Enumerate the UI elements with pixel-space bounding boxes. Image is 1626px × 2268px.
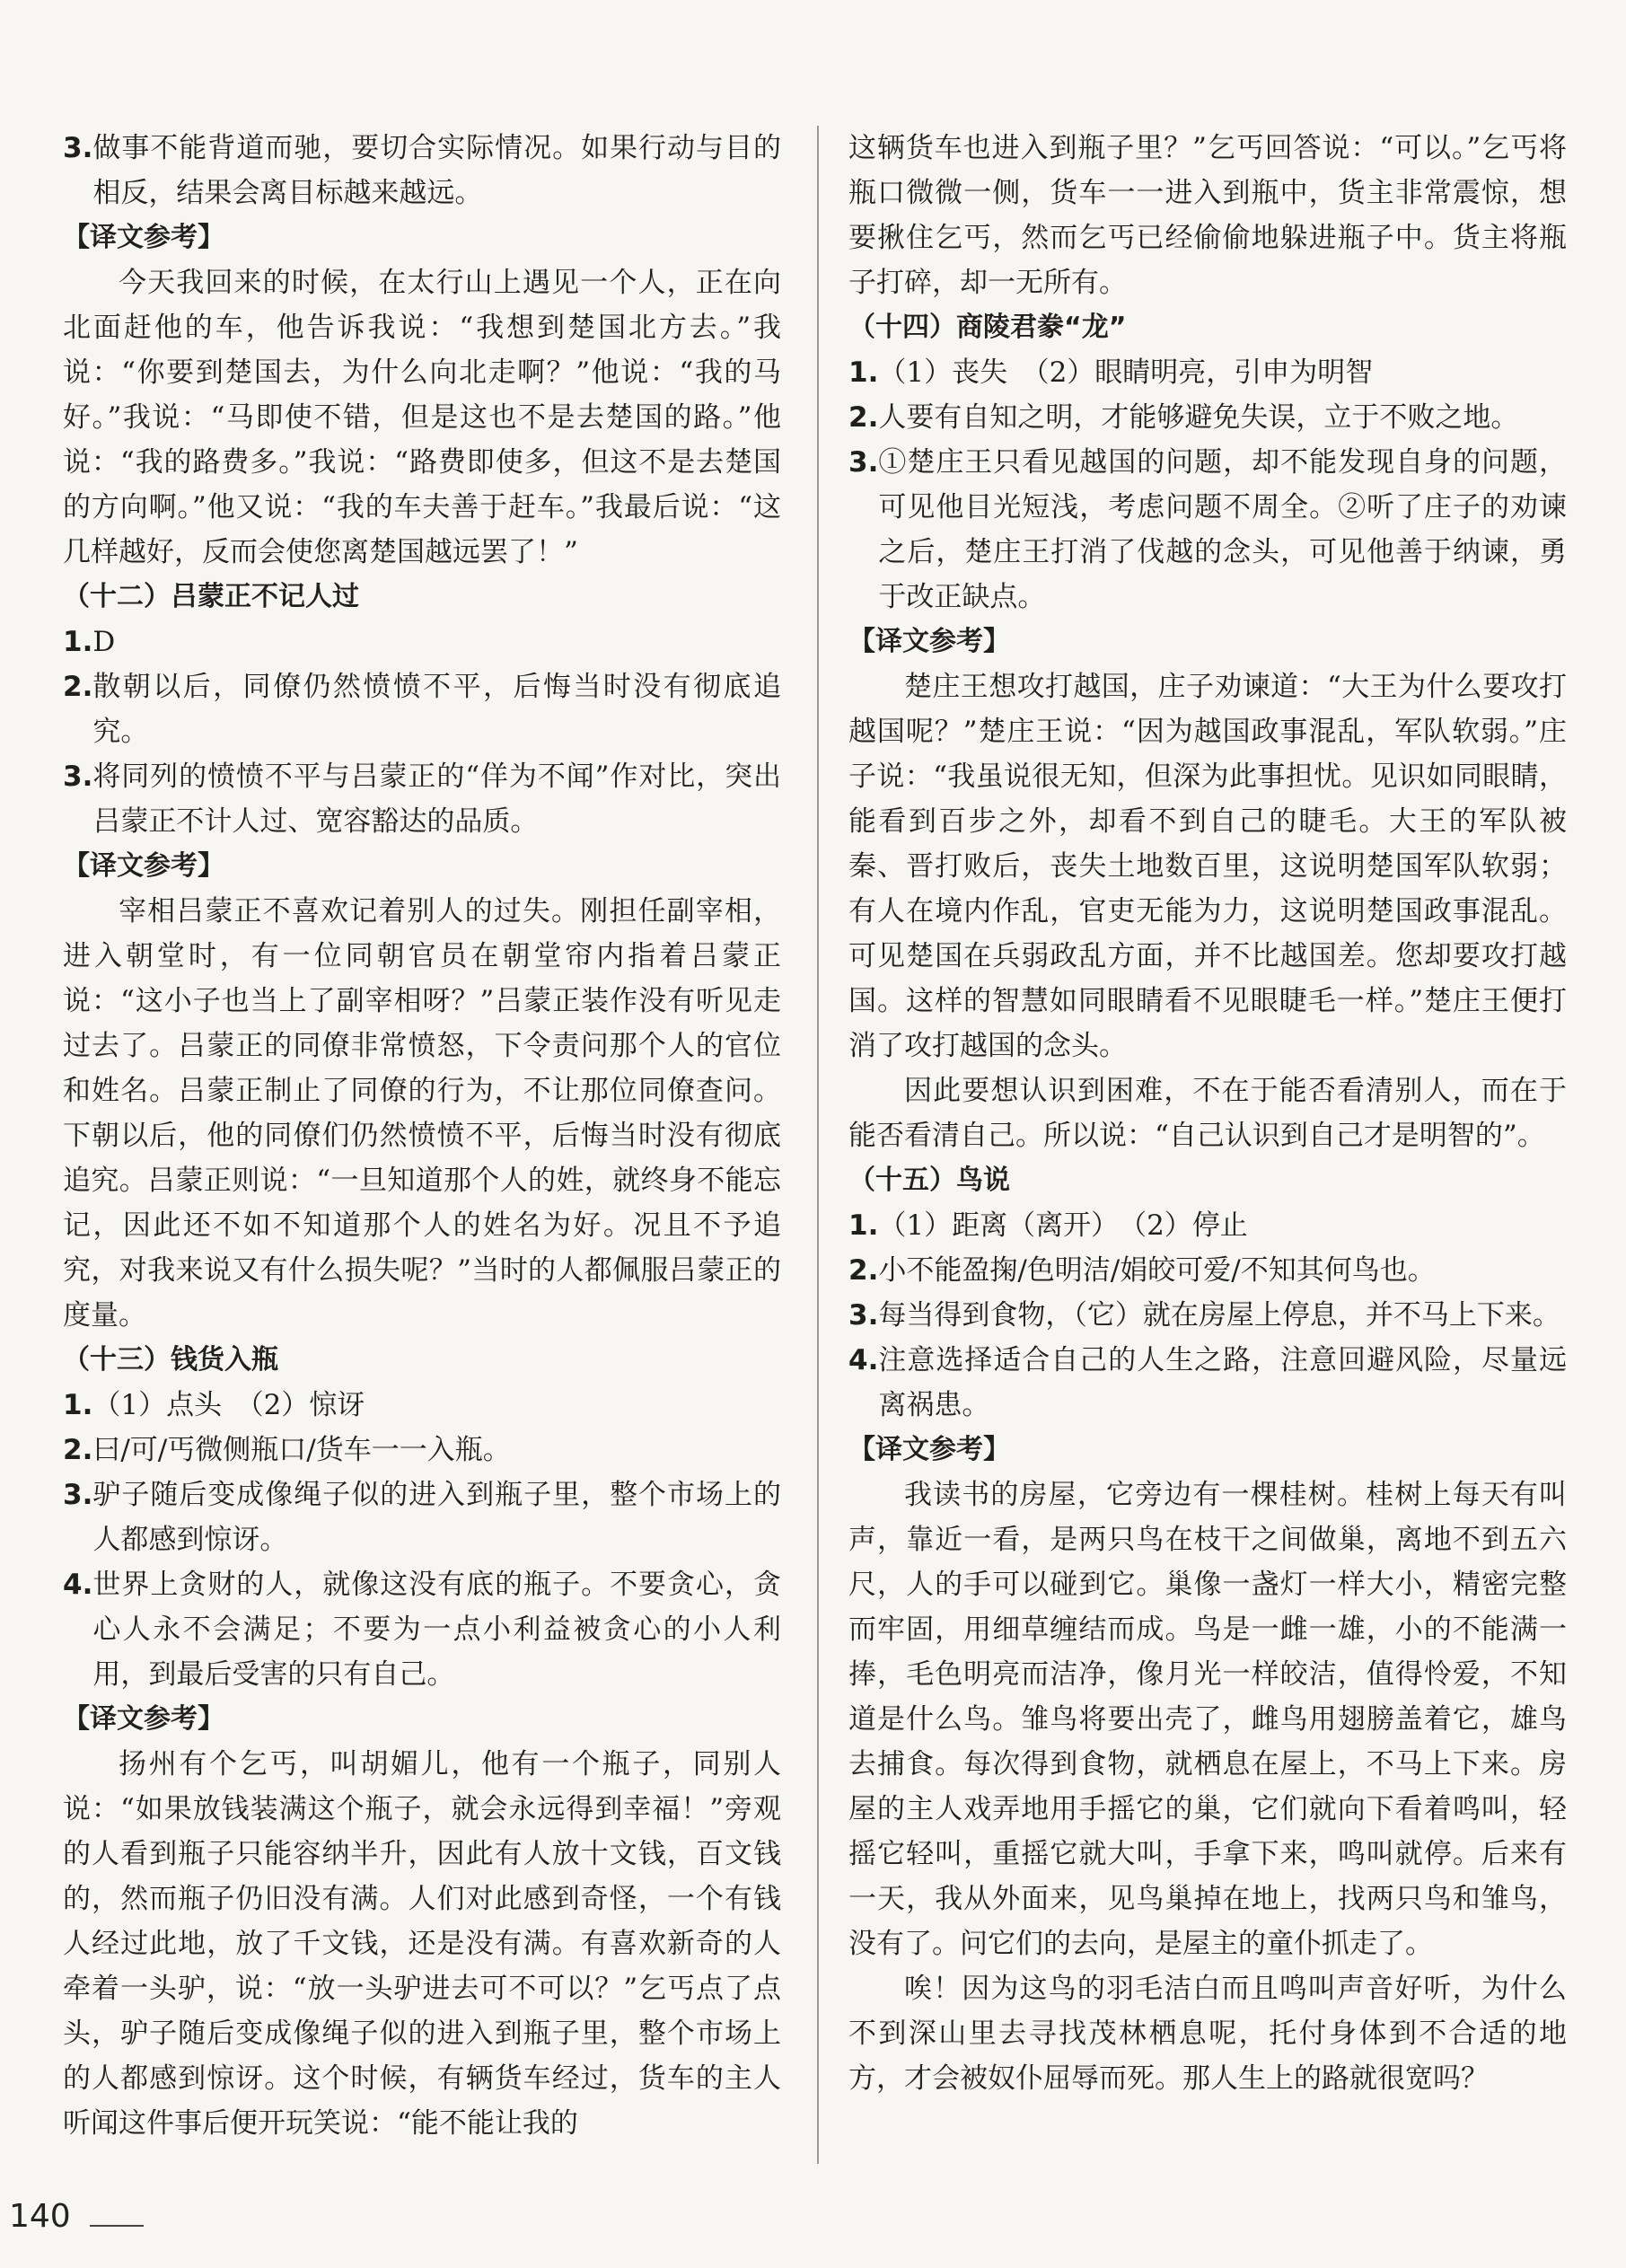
section-heading: 【译文参考】 xyxy=(63,222,224,253)
answer-item xyxy=(63,1428,781,1472)
answer-item xyxy=(848,440,1567,620)
answer-item xyxy=(848,1293,1567,1338)
translation-paragraph: 因此要想认识到困难，不在于能否看清别人，而在于能否看清自己。所以说：“自己认识到自己才是明智的”。 xyxy=(848,1075,1567,1152)
answer-item xyxy=(63,1472,781,1562)
answer-text: 每当得到食物，（它）就在房屋上停息，并不马上下来。 xyxy=(878,1299,1560,1332)
answer-item xyxy=(848,395,1567,440)
answer-text: D xyxy=(92,626,116,658)
answer-item xyxy=(63,1562,781,1697)
answer-text: 世界上贪财的人，就像这没有底的瓶子。不要贪心，贪心人永不会满足；不要为一点小利益被贪心的小人利用，到最后受害的只有自己。 xyxy=(92,1569,781,1691)
answer-text: ①楚庄王只看见越国的问题，却不能发现自身的问题，可见他目光短浅，考虑问题不周全。②听了庄子的劝谏之后，楚庄王打消了伐越的念头，可见他善于纳谏，勇于改正缺点。 xyxy=(878,446,1567,613)
translation-paragraph: 这辆货车也进入到瓶子里？”乞丐回答说：“可以。”乞丐将瓶口微微一侧，货车一一进入到瓶中，货主非常震惊，想要揪住乞丐，然而乞丐已经偷偷地躲进瓶子中。货主将瓶子打碎，却一无所有。 xyxy=(848,132,1567,299)
answer-number: 2. xyxy=(63,671,93,703)
answer-text: 小不能盈掬/色明洁/娟皎可爱/不知其何鸟也。 xyxy=(878,1254,1436,1287)
answer-text: （1）丧失 （2）眼睛明亮，引申为明智 xyxy=(878,356,1374,389)
section-heading: 【译文参考】 xyxy=(848,626,1010,657)
answer-item xyxy=(848,350,1567,395)
answer-number: 2. xyxy=(63,1434,93,1466)
answer-number: 1. xyxy=(848,356,879,389)
answer-number: 4. xyxy=(63,1569,93,1601)
answer-item xyxy=(848,1203,1567,1248)
answer-item xyxy=(848,1338,1567,1428)
section-heading: 【译文参考】 xyxy=(63,1703,224,1735)
section-heading: （十三）钱货入瓶 xyxy=(63,1344,278,1376)
answer-item xyxy=(63,620,781,664)
section-heading: （十四）商陵君豢“龙” xyxy=(848,312,1127,343)
translation-paragraph: 楚庄王想攻打越国，庄子劝谏道：“大王为什么要攻打越国呢？”楚庄王说：“因为越国政事混乱，军队软弱。”庄子说：“我虽说很无知，但深为此事担忧。见识如同眼睛，能看到百步之外，却看不到自己的睫毛。大王的军队被秦、晋打败后，丧失土地数百里，这说明楚国军队软弱；有人在境内作乱，官吏无能为力，这说明楚国政事混乱。可见楚国在兵弱政乱方面，并不比越国差。您却要攻打越国。这样的智慧如同眼睛看不见眼睫毛一样。”楚庄王便打消了攻打越国的念头。 xyxy=(848,671,1567,1062)
answer-text: （1）点头 （2）惊讶 xyxy=(92,1389,365,1421)
translation-paragraph: 唉！因为这鸟的羽毛洁白而且鸣叫声音好听，为什么不到深山里去寻找茂林栖息呢，托付身体到不合适的地方，才会被奴仆屈辱而死。那人生上的路就很宽吗？ xyxy=(848,1973,1567,2095)
answer-item xyxy=(63,754,781,844)
answer-number: 3. xyxy=(848,1299,879,1332)
answer-item xyxy=(63,664,781,754)
answer-text: 人要有自知之明，才能够避免失误，立于不败之地。 xyxy=(878,401,1519,434)
answer-text: （1）距离（离开） （2）停止 xyxy=(878,1209,1248,1242)
page-number: 140 xyxy=(9,2198,71,2235)
answer-number: 2. xyxy=(848,401,879,434)
answer-number: 4. xyxy=(848,1344,879,1376)
answer-number: 3. xyxy=(848,446,879,479)
page-number-rule xyxy=(90,2225,144,2227)
answer-number: 2. xyxy=(848,1254,879,1287)
answer-number: 1. xyxy=(63,1389,93,1421)
section-heading: （十五）鸟说 xyxy=(848,1165,1010,1196)
answer-text: 散朝以后，同僚仍然愤愤不平，后悔当时没有彻底追究。 xyxy=(92,671,781,748)
answer-number: 1. xyxy=(848,1209,879,1242)
answer-text: 注意选择适合自己的人生之路，注意回避风险，尽量远离祸患。 xyxy=(878,1344,1567,1421)
translation-paragraph: 今天我回来的时候，在太行山上遇见一个人，正在向北面赶他的车，他告诉我说：“我想到楚国北方去。”我说：“你要到楚国去，为什么向北走啊？”他说：“我的马好。”我说：“马即使不错，但是这也不是去楚国的路。”他说：“我的路费多。”我说：“路费即使多，但这不是去楚国的方向啊。”他又说：“我的车夫善于赶车。”我最后说：“这几样越好，反而会使您离楚国越远罢了！” xyxy=(63,267,781,568)
answer-item xyxy=(63,1383,781,1428)
translation-paragraph: 我读书的房屋，它旁边有一棵桂树。桂树上每天有叫声，靠近一看，是两只鸟在枝干之间做巢，离地不到五六尺，人的手可以碰到它。巢像一盏灯一样大小，精密完整而牢固，用细草缠结而成。鸟是一雌一雄，小的不能满一捧，毛色明亮而洁净，像月光一样皎洁，值得怜爱，不知道是什么鸟。雏鸟将要出壳了，雌鸟用翅膀盖着它，雄鸟去捕食。每次得到食物，就栖息在屋上，不马上下来。房屋的主人戏弄地用手摇它的巢，它们就向下看着鸣叫，轻摇它轻叫，重摇它就大叫，手拿下来，鸣叫就停。后来有一天，我从外面来，见鸟巢掉在地上，找两只鸟和雏鸟，没有了。问它们的去向，是屋主的童仆抓走了。 xyxy=(848,1479,1567,1960)
answer-text: 做事不能背道而驰，要切合实际情况。如果行动与目的相反，结果会离目标越来越远。 xyxy=(92,132,781,209)
answer-number: 3. xyxy=(63,1479,93,1511)
answer-number: 3. xyxy=(63,132,93,164)
column-divider xyxy=(817,126,819,2164)
answer-item xyxy=(848,1248,1567,1293)
right-column xyxy=(848,126,1567,2101)
answer-number: 3. xyxy=(63,760,93,793)
answer-item xyxy=(63,126,781,215)
answer-text: 将同列的愤愤不平与吕蒙正的“佯为不闻”作对比，突出吕蒙正不计人过、宽容豁达的品质。 xyxy=(92,760,781,838)
translation-paragraph: 宰相吕蒙正不喜欢记着别人的过失。刚担任副宰相，进入朝堂时，有一位同朝官员在朝堂帘内指着吕蒙正说：“这小子也当上了副宰相呀？”吕蒙正装作没有听见走过去了。吕蒙正的同僚非常愤怒，下令责问那个人的官位和姓名。吕蒙正制止了同僚的行为，不让那位同僚查问。下朝以后，他的同僚们仍然愤愤不平，后悔当时没有彻底追究。吕蒙正则说：“一旦知道那个人的姓，就终身不能忘记，因此还不如不知道那个人的姓名为好。况且不予追究，对我来说又有什么损失呢？”当时的人都佩服吕蒙正的度量。 xyxy=(63,895,781,1332)
section-heading: 【译文参考】 xyxy=(848,1434,1010,1465)
answer-text: 驴子随后变成像绳子似的进入到瓶子里，整个市场上的人都感到惊讶。 xyxy=(92,1479,781,1556)
section-heading: （十二）吕蒙正不记人过 xyxy=(63,581,359,612)
left-column xyxy=(63,126,781,2146)
translation-paragraph: 扬州有个乞丐，叫胡媚儿，他有一个瓶子，同别人说：“如果放钱装满这个瓶子，就会永远得到幸福！”旁观的人看到瓶子只能容纳半升，因此有人放十文钱，百文钱的，然而瓶子仍旧没有满。人们对此感到奇怪，一个有钱人经过此地，放了千文钱，还是没有满。有喜欢新奇的人牵着一头驴，说：“放一头驴进去可不可以？”乞丐点了点头，驴子随后变成像绳子似的进入到瓶子里，整个市场上的人都感到惊讶。这个时候，有辆货车经过，货车的主人听闻这件事后便开玩笑说：“能不能让我的 xyxy=(63,1748,781,2140)
section-heading: 【译文参考】 xyxy=(63,850,224,882)
answer-number: 1. xyxy=(63,626,93,658)
answer-text: 曰/可/丐微侧瓶口/货车一一入瓶。 xyxy=(92,1434,511,1466)
